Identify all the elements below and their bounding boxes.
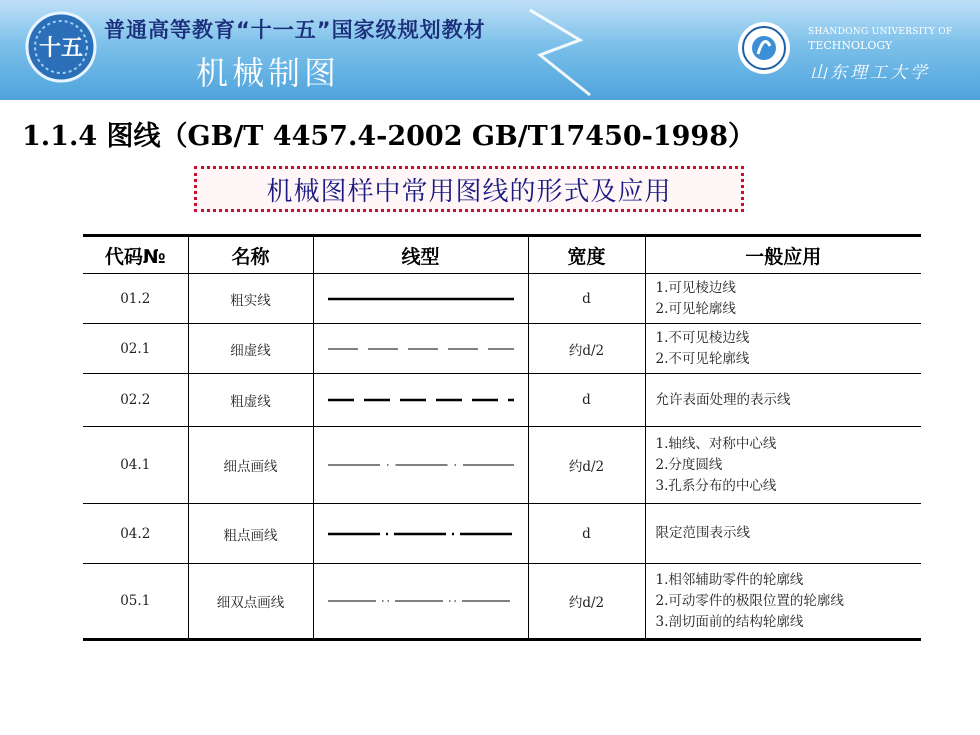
header-banner (0, 0, 980, 100)
university-en-line1: SHANDONG UNIVERSITY OF (808, 27, 953, 37)
width-cell: d (528, 504, 645, 564)
application-item: 2.可动零件的极限位置的轮廓线 (655, 592, 844, 609)
code-cell: 02.2 (83, 374, 188, 427)
course-title: 机械制图 (196, 54, 341, 92)
line-style-cell (313, 274, 528, 324)
name-cell: 细虚线 (188, 324, 313, 374)
application-item: 3.孔系分布的中心线 (655, 477, 777, 494)
name-cell: 细点画线 (188, 427, 313, 504)
width-cell: d (528, 374, 645, 427)
line-sample-thin-dash-dot (326, 459, 516, 471)
application-cell (645, 564, 921, 640)
subtitle-box (194, 166, 744, 212)
application-item: 允许表面处理的表示线 (655, 391, 791, 408)
textbook-series: 普通高等教育“十一五”国家级规划教材 (104, 18, 486, 42)
width-cell: 约d/2 (528, 324, 645, 374)
header-application: 一般应用 (645, 236, 921, 274)
application-item: 2.分度圆线 (655, 456, 723, 473)
table-row (83, 504, 921, 564)
line-style-cell (313, 564, 528, 640)
code-cell: 04.2 (83, 504, 188, 564)
application-cell (645, 427, 921, 504)
table-row (83, 274, 921, 324)
line-sample-thin-dash-double-dot (326, 595, 516, 607)
section-title: 1.1.4 图线（GB/T 4457.4-2002 GB/T17450-1998） (22, 121, 755, 152)
application-item: 2.不可见轮廓线 (655, 350, 750, 367)
name-cell: 粗点画线 (188, 504, 313, 564)
line-style-cell (313, 504, 528, 564)
header-code: 代码№ (83, 236, 188, 274)
eleventh-five-year-logo (22, 8, 100, 86)
table-row (83, 324, 921, 374)
header-name: 名称 (188, 236, 313, 274)
line-sample-thin-dashed (326, 343, 516, 355)
line-sample-thick-continuous (326, 293, 516, 305)
subtitle: 机械图样中常用图线的形式及应用 (266, 176, 672, 207)
application-item: 1.轴线、对称中心线 (655, 435, 777, 452)
name-cell: 粗实线 (188, 274, 313, 324)
table-row (83, 564, 921, 640)
name-cell: 细双点画线 (188, 564, 313, 640)
application-item: 2.可见轮廓线 (655, 300, 736, 317)
university-seal-logo (736, 20, 792, 76)
width-cell: d (528, 274, 645, 324)
university-en-line2: TECHNOLOGY (808, 39, 893, 52)
table-row (83, 374, 921, 427)
line-sample-thick-dash-dot (326, 528, 516, 540)
code-cell: 05.1 (83, 564, 188, 640)
code-cell: 01.2 (83, 274, 188, 324)
application-item: 1.可见棱边线 (655, 279, 736, 296)
line-style-cell (313, 374, 528, 427)
university-name-zh: 山东理工大学 (810, 63, 930, 83)
application-cell (645, 274, 921, 324)
table-header-row (83, 236, 921, 274)
application-item: 限定范围表示线 (655, 525, 750, 541)
application-cell (645, 324, 921, 374)
application-cell (645, 374, 921, 427)
application-cell (645, 504, 921, 564)
line-sample-thick-dashed (326, 394, 516, 406)
header-width: 宽度 (528, 236, 645, 274)
line-style-cell (313, 427, 528, 504)
width-cell: 约d/2 (528, 427, 645, 504)
width-cell: 约d/2 (528, 564, 645, 640)
university-name-en (808, 26, 953, 52)
line-types-table (83, 234, 921, 641)
line-style-cell (313, 324, 528, 374)
header-line-style: 线型 (313, 236, 528, 274)
code-cell: 04.1 (83, 427, 188, 504)
code-cell: 02.1 (83, 324, 188, 374)
application-item: 1.不可见棱边线 (655, 329, 750, 346)
application-item: 3.剖切面前的结构轮廓线 (655, 613, 804, 630)
table-row (83, 427, 921, 504)
name-cell: 粗虚线 (188, 374, 313, 427)
banner-decoration (520, 0, 660, 100)
application-item: 1.相邻辅助零件的轮廓线 (655, 571, 804, 588)
table-body (83, 274, 921, 640)
svg-text:十五: 十五 (38, 36, 84, 61)
